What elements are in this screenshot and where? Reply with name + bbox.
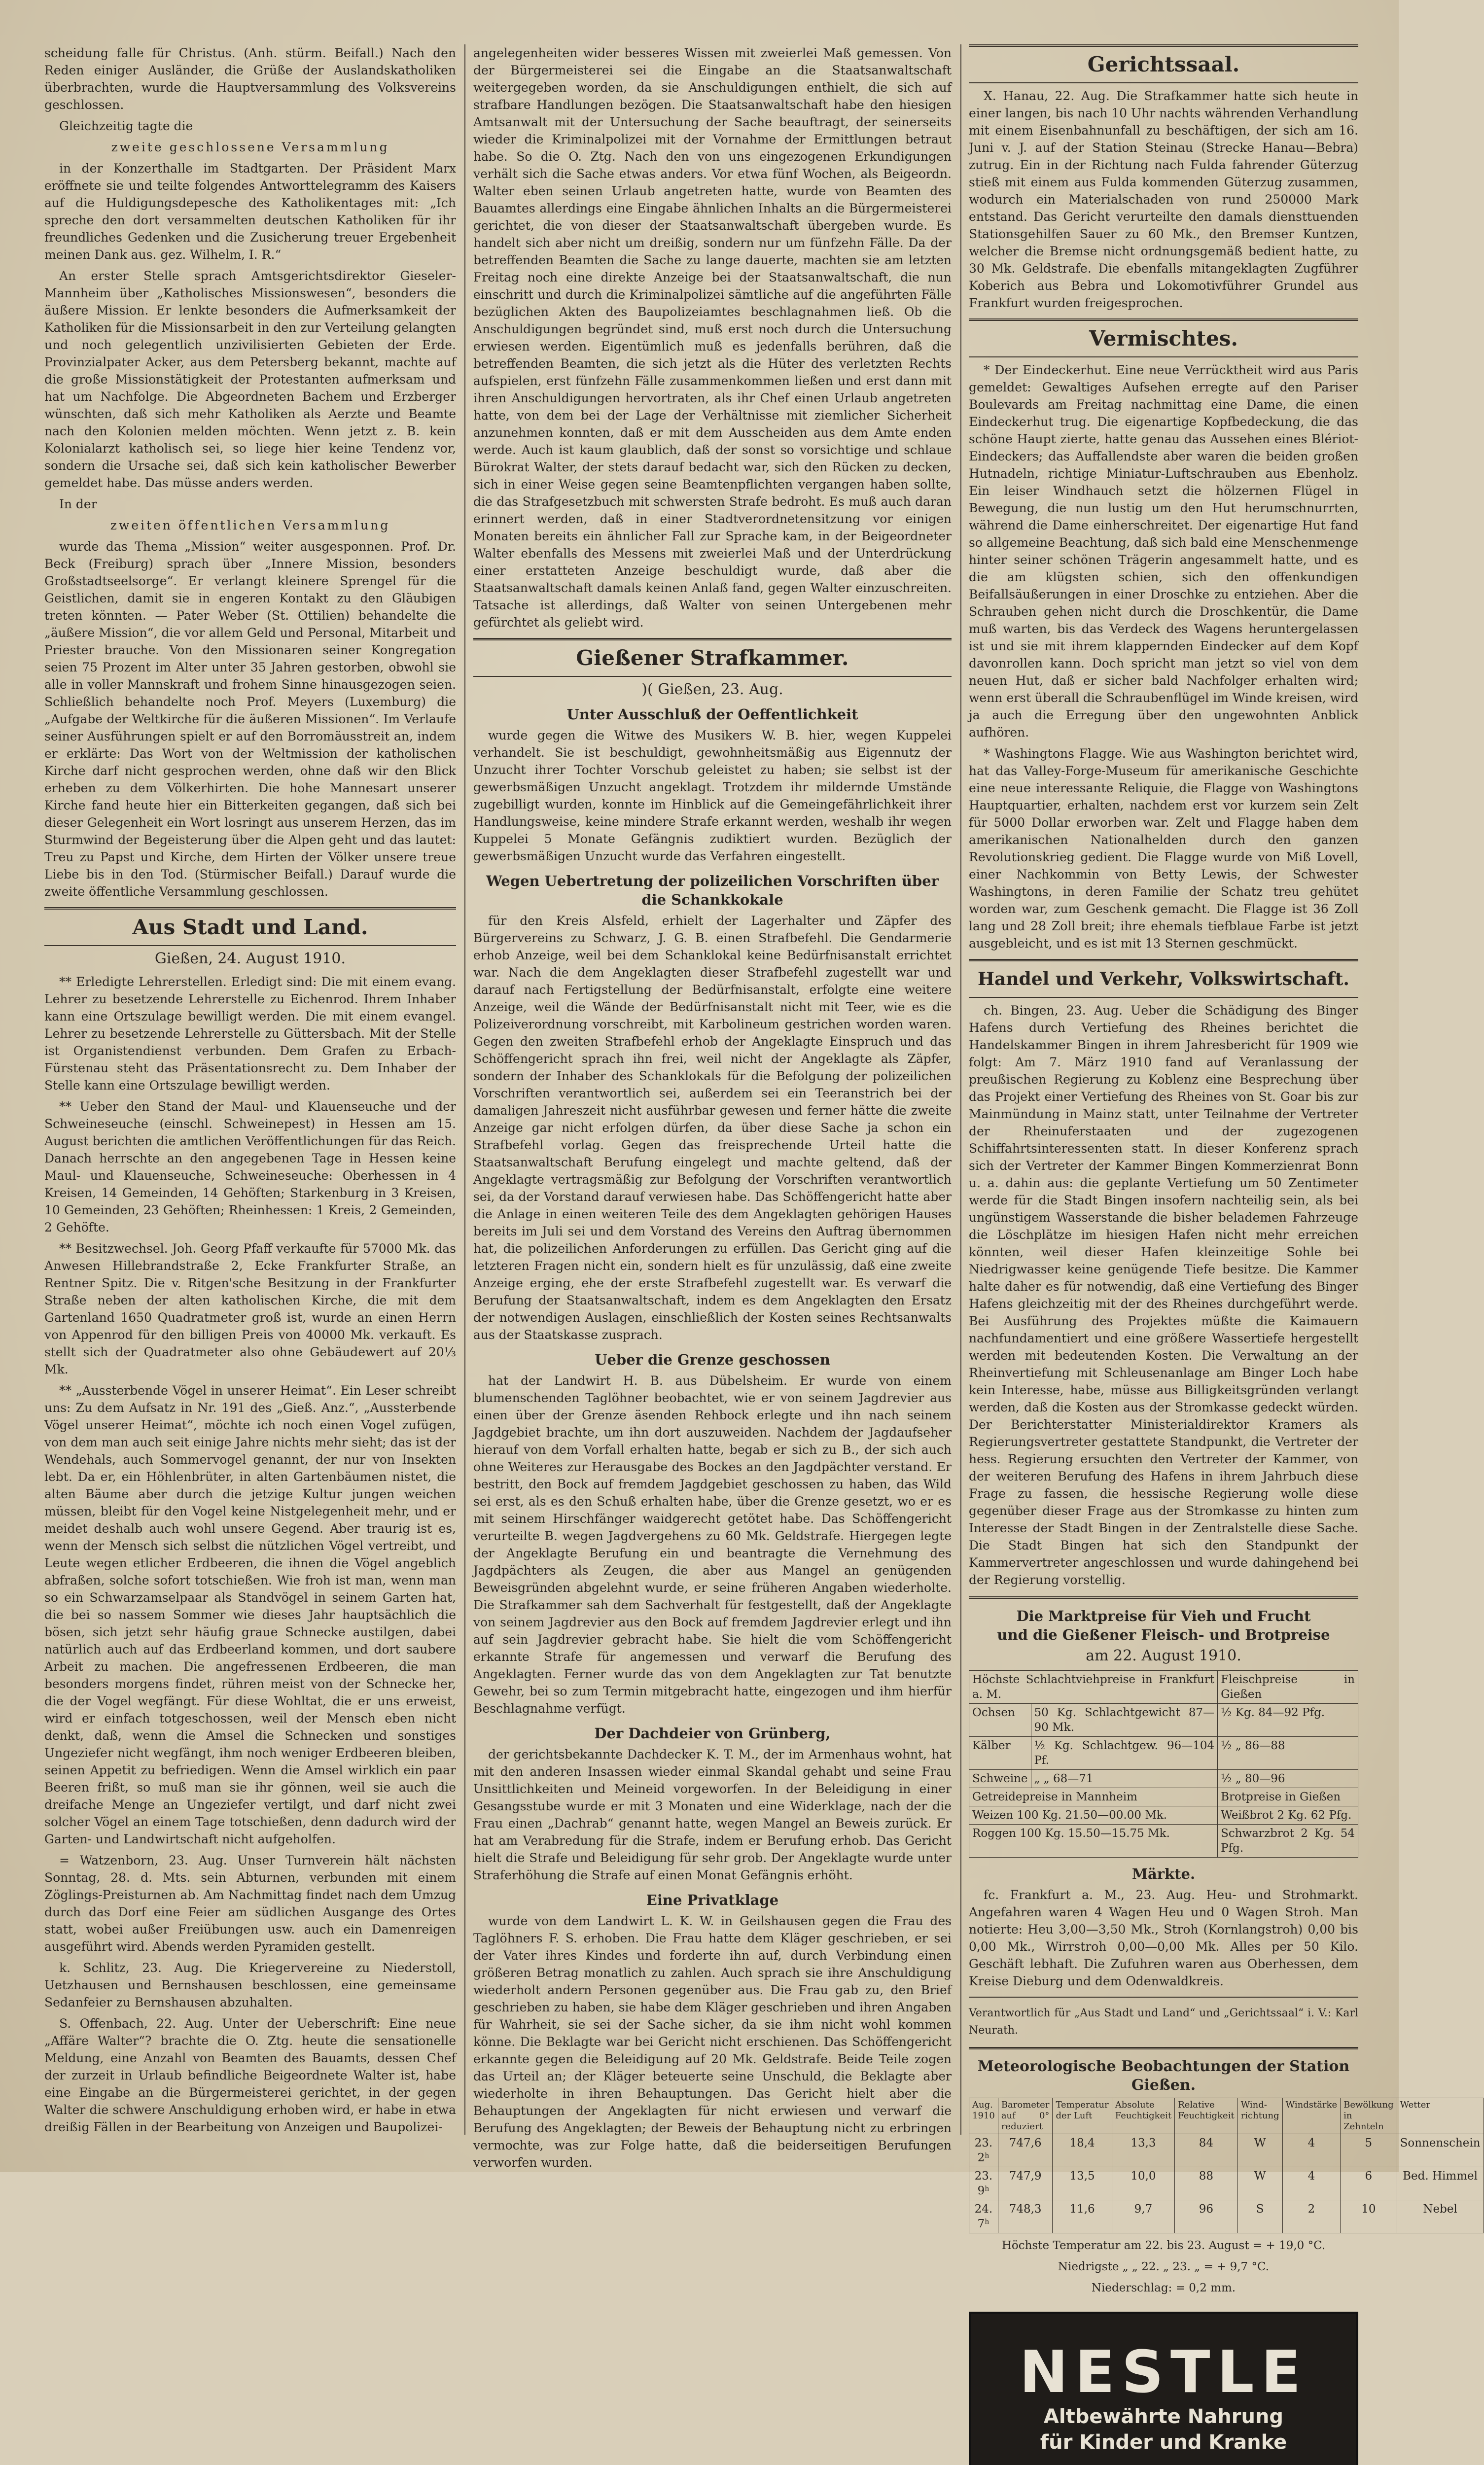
article-paragraph: S. Offenbach, 22. Aug. Unter der Ueberschrift: Eine neue „Affäre Walter“? brachte die O. Ztg. heute die sensationelle Meldung, eine Anzahl von Beamten des Bauamts, dessen Chef der zurzeit in Urlaub befindliche Beigeordnete Walter ist, habe eine Eingabe an die Bürgermeisterei gerichtet, in der gegen Walter die schwere Anschuldigung erhoben wird, er habe in etwa dreißig Fällen in der Bearbeitung von Anzeigen und Baupolizei-	[44, 2016, 456, 2134]
table-cell: Nebel	[1397, 2200, 1484, 2233]
column-divider	[960, 44, 961, 2135]
market-date: am 22. August 1910.	[1086, 1647, 1241, 1664]
table-header: Bewölkung in Zehnteln	[1341, 2098, 1397, 2134]
table-cell: 13,5	[1053, 2167, 1112, 2200]
article-paragraph: in der Konzerthalle im Stadtgarten. Der Präsident Marx eröffnete sie und teilte folgendes Antworttelegramm des Kaisers auf die Huldigungsdepesche des Katholikentages mit: „Ich spreche den dort versammelten deutschen Katholiken für ihr freundliches Gedenken und die Zusicherung treuer Ergebenheit meinen Dank aus. gez. Wilhelm, I. R.“	[44, 161, 456, 262]
ad-brand: NESTLE	[1019, 2338, 1308, 2406]
table-row	[969, 2134, 1484, 2167]
table-cell: 4	[1282, 2134, 1340, 2167]
section-title: Gerichtssaal.	[969, 44, 1358, 83]
market-title: Die Marktpreise für Vieh und Frucht	[1016, 1608, 1311, 1624]
table-cell: W	[1237, 2167, 1282, 2200]
divider	[969, 2047, 1358, 2049]
table-cell: Weißbrot 2 Kg. 62 Pfg.	[1218, 1806, 1358, 1825]
meteo-table	[969, 2098, 1484, 2233]
article-paragraph: * Der Eindeckerhut. Eine neue Verrücktheit wird aus Paris gemeldet: Gewaltiges Aufsehen erregte auf den Pariser Boulevards am Freitag nachmittag eine Dame, die einen Eindeckerhut trug. Die eigenartige Kopfbedeckung, die das schöne Haupt zierte, hatte genau das Aussehen eines Blériot-Eindeckers; das Auffallendste aber waren die beiden großen Hutnadeln, richtige Miniatur-Luftschrauben aus Ebenholz. Ein leiser Windhauch setzt die hölzernen Flügel in Bewegung, die nun lustig um den Hut herumschnurrten, während die Dame einherschreitet. Der eigenartige Hut fand so allgemeine Beachtung, daß sich bald eine Menschenmenge hinter seiner schönen Trägerin angesammelt hatte, und es die am klügsten schien, sich den offenkundigen Beifallsäußerungen in einer Droschke zu entziehen. Aber die Schrauben gehen nicht durch die Droschkentür, die Dame muß warten, bis das Verdeck des Wagens heruntergelassen ist und sie mit ihrem klappernden Eindecker auf dem Kopf davonrollen kann. Doch spricht man jetzt so viel von dem neuen Hut, daß er sicher bald Nachfolger erhalten wird; wenn erst überall die Schraubenflügel im Winde kreisen, wird ja auch die Erregung über den ungewohnten Anblick aufhören.	[969, 363, 1358, 740]
table-row	[969, 2200, 1484, 2233]
article-paragraph: ** Besitzwechsel. Joh. Georg Pfaff verkaufte für 57000 Mk. das Anwesen Hillebrandstraße 2, Ecke Frankfurter Straße, an Rentner Spitz. Die v. Ritgen'sche Besitzung in der Frankfurter Straße neben der alten katholischen Kirche, die mit dem Gartenland 1650 Quadratmeter groß ist, wurde an einen Herrn von Appenrod für den billigen Preis von 40000 Mk. verkauft. Es stellt sich der Quadratmeter also ohne Gebäudewert auf 20⅓ Mk.	[44, 1241, 456, 1376]
article-paragraph: Gleichzeitig tagte die	[59, 119, 193, 133]
table-header-row	[969, 2098, 1484, 2134]
article-subheading: Wegen Uebertretung der polizeilichen Vorschriften über die Schankkokale	[486, 873, 939, 908]
table-cell: 11,6	[1053, 2200, 1112, 2233]
table-cell: 10	[1341, 2200, 1397, 2233]
table-header: Fleischpreise in Gießen	[1218, 1671, 1358, 1704]
table-cell: 23. 9ʰ	[969, 2167, 998, 2200]
table-cell: 2	[1282, 2200, 1340, 2233]
table-cell: 6	[1341, 2167, 1397, 2200]
article-paragraph: In der	[59, 497, 97, 511]
article-paragraph: hat der Landwirt H. B. aus Dübelsheim. Er wurde von einem blumenschenden Taglöhner beobachtet, wie er von seinem Jagdrevier aus einen über der Grenze äsenden Rehbock erlegte und ihn nach seinem Jagdgebiet brachte, um ihn dort auszuweiden. Nachdem der Jagdaufseher hierauf von dem Vorfall erhalten hatte, begab er sich zu B., der sich auch ohne Weiteres zur Herausgabe des Bockes an den Jagdpächter verstand. Er bestritt, den Bock auf fremdem Jagdgebiet geschossen zu haben, das Wild sei erst, als es den Schuß erhalten habe, über die Grenze gesetzt, wo er es mit seinem Hirschfänger waidgerecht getötet habe. Das Schöffengericht verurteilte B. wegen Jagdvergehens zu 60 Mk. Geldstrafe. Hiergegen legte der Angeklagte Berufung ein und beantragte die Vernehmung des Jagdpächters als Zeugen, die aber aus Mangel an genügenden Beweisgründen abgelehnt wurde, er seine früheren Angaben wiederholte. Die Strafkammer sah dem Sachverhalt für festgestellt, daß der Angeklagte von seinem Jagdrevier aus den Bock auf fremdem Jagdrevier erlegt und ihn auf sein Jagdrevier gebracht habe. Sie hielt die vom Schöffengericht erkannte Strafe für angemessen und verwarf die Berufung des Angeklagten. Ferner wurde das von dem Angeklagten zur Tat benutzte Gewehr, bei so zum Termin mitgebracht hatte, eingezogen und ihm hierfür Beschlagnahme verfügt.	[473, 1373, 952, 1716]
section-title: Vermischtes.	[969, 318, 1358, 357]
table-cell: ½ Kg. 84—92 Pfg.	[1218, 1704, 1358, 1737]
market-title: und die Gießener Fleisch- und Brotpreise	[997, 1626, 1330, 1643]
table-cell: Ochsen	[969, 1704, 1031, 1737]
dateline: )( Gießen, 23. Aug.	[641, 681, 783, 698]
table-cell: ½ Kg. Schlachtgew. 96—104 Pf.	[1031, 1737, 1218, 1770]
table-header: Getreidepreise in Mannheim	[969, 1788, 1218, 1806]
article-paragraph: scheidung falle für Christus. (Anh. stürm. Beifall.) Nach den Reden einiger Ausländer, die Grüße der Auslandskatholiken überbrachten, wurde die Hauptversammlung des Volksvereins geschlossen.	[44, 46, 456, 112]
table-header: Wetter	[1397, 2098, 1484, 2134]
article-paragraph: wurde von dem Landwirt L. K. W. in Geilshausen gegen die Frau des Taglöhners F. S. erhoben. Die Frau hatte dem Kläger geschrieben, er sei der Vater ihres Kindes und forderte ihn auf, durch Verbindung einen größeren Betrag monatlich zu zahlen. Auch sprach sie ihre Anschuldigung wiederholt andern Personen gegenüber aus. Die Frau gab zu, den Brief geschrieben zu haben, sie habe dem Kläger geschrieben und ihren Angaben für Wahrheit, sie sei der Sache sicher, da sie ihm nicht wohl kommen könne. Die Beklagte war bei Gericht nicht erschienen. Das Schöffengericht erkannte gegen die Beleidigung auf 20 Mk. Geldstrafe. Beide Teile zogen das Urteil an; der Kläger beteuerte seine Unschuld, die Beklagte aber wiederholte in ihren Behauptungen. Das Gericht hielt aber die Behauptungen der Angeklagten für nicht erwiesen und verwarf die Berufung des Angeklagten; der Beweis der Behauptung nicht zu erbringen vermochte, was zur Folge hatte, daß die beiderseitigen Berufungen verworfen wurden.	[473, 1914, 952, 2170]
table-cell: 4	[1282, 2167, 1340, 2200]
section-title: Aus Stadt und Land.	[44, 907, 456, 946]
table-cell: 10,0	[1112, 2167, 1174, 2200]
table-cell: Sonnenschein	[1397, 2134, 1484, 2167]
article-paragraph: An erster Stelle sprach Amtsgerichtsdirektor Gieseler-Mannheim über „Katholisches Missionswesen“, besonders die äußere Mission. Er lenkte besonders die Aufmerksamkeit der Katholiken für die Missionsarbeit in den zur Verteilung gelangten und noch gelegentlich unzivilisierten Gebieten der Erde. Provinzialpater Acker, aus dem Petersberg bekannt, machte auf die große Missionstätigkeit der Protestanten aufmerksam und hat um Nachfolge. Die Abgeordneten Bachem und Erzberger wünschten, daß sich mehr Katholiken als Aerzte und Beamte nach den Kolonien melden möchten. Wenn jetzt z. B. kein Kolonialarzt katholisch sei, so liege hier keine Tendenz vor, sondern die Ursache sei, daß sich kein katholischer Bewerber gemeldet habe. Das müsse anders werden.	[44, 269, 456, 490]
meteo-title: Meteorologische Beobachtungen der Station Gießen.	[977, 2058, 1350, 2094]
article-paragraph: = Watzenborn, 23. Aug. Unser Turnverein hält nächsten Sonntag, 28. d. Mts. sein Abturnen, verbunden mit einem Zöglings-Preisturnen ab. Am Nachmittag findet nach dem Umzug durch das Dorf eine Feier am südlichen Ausgange des Ortes statt, wobei außer Freiübungen usw. auch ein Damenreigen ausgeführt wird. Abends werden Pyramiden gestellt.	[44, 1853, 456, 1954]
article-subheading: Ueber die Grenze geschossen	[595, 1351, 830, 1368]
divider	[969, 1596, 1358, 1599]
section-title: Gießener Strafkammer.	[473, 638, 952, 677]
article-paragraph: * Washingtons Flagge. Wie aus Washington berichtet wird, hat das Valley-Forge-Museum für amerikanische Geschichte eine neue interessante Reliquie, die Flagge von Washingtons Hauptquartier, erhalten, nachdem erst vor kurzem sein Zelt für 5000 Dollar erworben war. Zelt und Flagge haben dem amerikanischen Nationalhelden durch den ganzen Revolutionskrieg gedient. Die Flagge wurde von Miß Lovell, einer Nachkommin von Betty Lewis, der Schwester Washingtons, in deren Familie der Schatz treu gehütet worden war, zum Geschenk gemacht. Die Flagge ist 36 Zoll lang und 28 Zoll breit; ihre ehemals tiefblaue Farbe ist jetzt ausgebleicht, und es ist mit 13 Sternen geschmückt.	[969, 746, 1358, 951]
section-subtitle: Märkte.	[1131, 1866, 1196, 1882]
article-subheading: Der Dachdeier von Grünberg,	[594, 1725, 831, 1742]
article-paragraph: wurde das Thema „Mission“ weiter ausgesponnen. Prof. Dr. Beck (Freiburg) sprach über „Innere Mission, besonders Großstadtseelsorge“. Er verlangt kleinere Sprengel für die Geistlichen, damit sie in engeren Kontakt zu den Gläubigen treten könnten. — Pater Weber (St. Ottilien) behandelte die „äußere Mission“, die vor allem Geld und Personal, Mitarbeit und Priester brauche. Von den Missionaren seiner Kongregation seien 75 Prozent im Alter unter 35 Jahren gestorben, obwohl sie alle in voller Mannskraft und frohem Sinne hinausgezogen seien. Schließlich behandelte noch Prof. Meyers (Luxemburg) die „Aufgabe der Weltkirche für die äußeren Missionen“. Im Verlaufe seiner Ausführungen spielt er auf den Borromäusstreit an, indem er erklärte: Das Wort von der Weltmission der katholischen Kirche darf nicht gesprochen werden, ohne daß wir den Blick erheben zu dem Völkerhirten. Die hohe Mannesart unserer Kirche fand heute hier ein Bitterkeiten gegangen, daß sich bei dieser Gelegenheit ein Wort losringt aus unserem Herzen, das im Sturmwind der Begeisterung über die Alpen geht und das lautet: Treu zu Papst und Kirche, dem Hirten der Völker unsere treue Liebe bis in den Tod. (Stürmischer Beifall.) Darauf wurde die zweite öffentliche Versammlung geschlossen.	[44, 539, 456, 899]
right-column	[969, 44, 1481, 2465]
table-cell: 24. 7ʰ	[969, 2200, 998, 2233]
article-paragraph: k. Schlitz, 23. Aug. Die Kriegervereine zu Niederstoll, Uetzhausen und Bernshausen beschlossen, eine gemeinsame Sedanfeier zu Bernshausen abzuhalten.	[44, 1961, 456, 2009]
table-header: Brotpreise in Gießen	[1218, 1788, 1358, 1806]
table-cell: 747,6	[998, 2134, 1053, 2167]
table-cell: 18,4	[1053, 2134, 1112, 2167]
article-subheading: Eine Privatklage	[646, 1892, 779, 1908]
table-header: Aug. 1910	[969, 2098, 998, 2134]
article-subheading: zweiten öffentlichen Versammlung	[110, 518, 390, 532]
table-cell: 5	[1341, 2134, 1397, 2167]
table-cell: Kälber	[969, 1737, 1031, 1770]
article-paragraph: fc. Frankfurt a. M., 23. Aug. Heu- und Strohmarkt. Angefahren waren 4 Wagen Heu und 0 Wagen Stroh. Man notierte: Heu 3,00—3,50 Mk., Stroh (Kornlangstroh) 0,00 bis 0,00 Mk., Wirrstroh 0,00—0,00 Mk. Alles per 50 Kilo. Geschäft lebhaft. Die Zufuhren waren aus Oberhessen, dem Kreise Dieburg und dem Odenwaldkreis.	[969, 1888, 1358, 1988]
table-cell: Bed. Himmel	[1397, 2167, 1484, 2200]
table-cell: 84	[1175, 2134, 1237, 2167]
article-paragraph: für den Kreis Alsfeld, erhielt der Lagerhalter und Zäpfer des Bürgervereins zu Schwarz, J. G. B. einen Strafbefehl. Die Gendarmerie erhob Anzeige, weil bei dem Schanklokal keine Bedürfnisanstalt errichtet war. Nach die dem Angeklagten dieser Strafbefehl zugestellt war und darauf nach Fertigstellung der Bedürfnisanstalt, erfolgte eine weitere Anzeige, weil die Wände der Bedürfnisanstalt nicht mit Teer, wie es die Polizeiverordnung vorschreibt, mit Karbolineum gestrichen worden waren. Gegen den zweiten Strafbefehl erhob der Angeklagte Einspruch und das Schöffengericht sprach ihn frei, weil nicht der Angeklagte als Zäpfer, sondern der Inhaber des Schanklokals für die Befolgung der polizeilichen Vorschriften verantwortlich sei, außerdem sei ein Teeranstrich bei der damaligen Jahreszeit nicht ausführbar gewesen und ferner hätte die zweite Anzeige gar nicht erfolgen dürfen, da über diese Sache ja schon ein Strafbefehl vorlag. Gegen das freisprechende Urteil hatte die Staatsanwaltschaft Berufung eingelegt und machte geltend, daß der Angeklagte vertragsmäßig zur Befolgung der Vorschriften verantwortlich sei, da der Vorstand darauf verwiesen habe. Das Schöffengericht hatte aber die Anlage in einen weiteren Teile des dem Angeklagten gehörigen Hauses bereits im Juli sei und dem Vorstand des Vereins den Auftrag übernommen hat, die polizeilichen Anforderungen zu erfüllen. Das Gericht ging auf die letzteren Fragen nicht ein, sondern hielt es für unzulässig, daß eine zweite Anzeige erging, ehe der erste Strafbefehl zugestellt war. Es verwarf die Berufung der Staatsanwaltschaft, indem es dem Angeklagten den Ersatz der notwendigen Auslagen, einschließlich der Kosten seines Rechtsanwalts aus der Staatskasse zusprach.	[473, 914, 952, 1342]
meteo-note: Niederschlag: = 0,2 mm.	[1091, 2282, 1236, 2294]
table-cell: W	[1237, 2134, 1282, 2167]
table-cell: Weizen 100 Kg. 21.50—00.00 Mk.	[969, 1806, 1218, 1825]
dateline: Gießen, 24. August 1910.	[154, 950, 346, 967]
table-cell: 23. 2ʰ	[969, 2134, 998, 2167]
table-header: Temperatur der Luft	[1053, 2098, 1112, 2134]
table-cell: Schwarzbrot 2 Kg. 54 Pfg.	[1218, 1825, 1358, 1858]
table-row	[969, 2167, 1484, 2200]
table-cell: S	[1237, 2200, 1282, 2233]
table-cell: ½ „ 80—96	[1218, 1770, 1358, 1788]
table-cell: 88	[1175, 2167, 1237, 2200]
table-header: Barometer auf 0° reduziert	[998, 2098, 1053, 2134]
table-cell: ½ „ 86—88	[1218, 1737, 1358, 1770]
table-cell: Roggen 100 Kg. 15.50—15.75 Mk.	[969, 1825, 1218, 1858]
ad-tagline: für Kinder und Kranke	[1040, 2431, 1287, 2454]
article-paragraph: ** Erledigte Lehrerstellen. Erledigt sind: Die mit einem evang. Lehrer zu besetzende Lehrerstelle zu Eichenrod. Ihrem Inhaber kann eine Ortszulage bewilligt werden. Die mit einem evangel. Lehrer zu besetzende Lehrerstelle zu Güttersbach. Mit der Stelle ist Organistendienst verbunden. Dem Grafen zu Erbach-Fürstenau steht das Präsentationsrecht zu. Dem Inhaber der Stelle kann eine Ortszulage bewilligt werden.	[44, 975, 456, 1092]
meteo-note: Höchste Temperatur am 22. bis 23. August = + 19,0 °C.	[1001, 2239, 1326, 2252]
table-header: Windstärke	[1282, 2098, 1340, 2134]
article-paragraph: der gerichtsbekannte Dachdecker K. T. M., der im Armenhaus wohnt, hat mit den anderen Insassen wieder einmal Skandal gehabt und seine Frau Unsittlichkeiten und Meineid vorgeworfen. In der Beleidigung in einer Gesangsstube wurde er mit 3 Monaten und eine Widerklage, nach der die Frau einen „Dachrab“ genannt hatte, wegen Mangel an Beweis zurück. Er hat am Verabredung für die Strafe, indem er Berufung erhob. Das Gericht hielt die Strafe und Beleidigung für sehr grob. Der Angeklagte wurde unter Straferhöhung die Strafe auf einen Monat Gefängnis erhöht.	[473, 1747, 952, 1882]
column-divider	[464, 44, 465, 2135]
article-subheading: zweite geschlossene Versammlung	[111, 140, 389, 154]
responsible-editor-note: Verantwortlich für „Aus Stadt und Land“ und „Gerichtssaal“ i. V.: Karl Neurath.	[969, 2007, 1358, 2037]
table-cell: 748,3	[998, 2200, 1053, 2233]
article-paragraph: wurde gegen die Witwe des Musikers W. B. hier, wegen Kuppelei verhandelt. Sie ist beschuldigt, gewohnheitsmäßig aus Eigennutz der Unzucht ihrer Tochter Vorschub geleistet zu haben; sie selbst ist der gewerbsmäßigen Unzucht angeklagt. Trotzdem ihr mildernde Umstände zugebilligt wurden, konnte im Hinblick auf die Gemeingefährlichkeit ihrer Handlungsweise, keine mindere Strafe erkannt werden, weshalb ihr wegen Kuppelei 5 Monate Gefängnis zudiktiert wurden. Bezüglich der gewerbsmäßigen Unzucht wurde das Verfahren eingestellt.	[473, 728, 952, 863]
ad-tagline: Altbewährte Nahrung	[1043, 2405, 1284, 2428]
left-column	[44, 44, 456, 2140]
table-cell: 13,3	[1112, 2134, 1174, 2167]
article-paragraph: ** Ueber den Stand der Maul- und Klauenseuche und der Schweineseuche (einschl. Schweinepest) in Hessen am 15. August berichten die amtlichen Veröffentlichungen für das Reich. Danach herrschte an den angegebenen Tage in Hessen keine Maul- und Klauenseuche, Schweineseuche: Oberhessen in 4 Kreisen, 14 Gemeinden, 14 Gehöften; Starkenburg in 3 Kreisen, 10 Gemeinden, 23 Gehöften; Rheinhessen: 1 Kreis, 2 Gemeinden, 2 Gehöfte.	[44, 1099, 456, 1234]
market-prices-table	[969, 1670, 1358, 1858]
article-subheading: Unter Ausschluß der Oeffentlichkeit	[566, 706, 858, 723]
middle-column	[473, 44, 952, 2175]
meteo-note: Niedrigste „ „ 22. „ 23. „ = + 9,7 °C.	[1058, 2260, 1270, 2273]
table-header: Relative Feuchtigkeit	[1175, 2098, 1237, 2134]
table-cell: 9,7	[1112, 2200, 1174, 2233]
section-title: Handel und Verkehr, Volkswirtschaft.	[969, 959, 1358, 998]
article-paragraph: ** „Aussterbende Vögel in unserer Heimat“. Ein Leser schreibt uns: Zu dem Aufsatz in Nr. 191 des „Gieß. Anz.“, „Aussterbende Vögel unserer Heimat“, möchte ich noch einen Vogel zufügen, von dem man auch seit einige Jahre nichts mehr sieht; das ist der Wendehals, auch Sommervogel genannt, der nur von Insekten lebt. Da er, ein Höhlenbrüter, in alten Gartenbäumen nistet, die alten Bäume aber durch die jetzige Kultur jungen weichen müssen, bleibt für den Vogel keine Nistgelegenheit mehr, und er meidet deshalb auch wohl unsere Gegend. Aber traurig ist es, wenn der Mensch sich selbst die nützlichen Vögel vertreibt, und Leute wegen etlicher Erdbeeren, die ihnen die Vögel angeblich abfraßen, solche sofort totschießen. Wie froh ist man, wenn man so ein Schwarzamselpaar als Standvögel in seinem Garten hat, die bei so nassem Sommer wie dieses Jahr hauptsächlich die bösen, sich jetzt sehr häufig graue Schnecke austilgen, dabei natürlich auch auf das Erdbeerland kommen, und dort saubere Arbeit zu machen. Die angefressenen Erdbeeren, die man besonders morgens findet, rühren meist von der Schnecke her, die der Vogel wegfängt. Für diese Wohltat, die er uns erweist, wird er einfach totgeschossen, weil der Mensch eben nicht denkt, daß, wenn die Amsel die Schnecken und sonstiges Ungeziefer nicht wegfängt, ihm noch weniger Erdbeeren bleiben, seinen Appetit zu befriedigen. Wenn die Amsel wirklich ein paar Beeren frißt, so muß man sie ihr gönnen, weil sie auch die dreifache Menge an Ungeziefer vertilgt, und darf nicht zwei solcher Vögel an einem Tage totschießen, denn dadurch wird der Garten- und Landwirtschaft nicht aufgeholfen.	[44, 1383, 456, 1846]
table-header: Höchste Schlachtviehpreise in Frankfurt a. M.	[969, 1671, 1218, 1704]
table-cell: 747,9	[998, 2167, 1053, 2200]
divider	[969, 1997, 1358, 1998]
article-paragraph: X. Hanau, 22. Aug. Die Strafkammer hatte sich heute in einer langen, bis nach 10 Uhr nachts währenden Verhandlung mit einem Eisenbahnunfall zu beschäftigen, der sich am 16. Juni v. J. auf der Station Steinau (Strecke Hanau—Bebra) zutrug. Ein in der Richtung nach Fulda fahrender Güterzug stieß mit einem aus Fulda kommenden Güterzug zusammen, wodurch ein Materialschaden von rund 250000 Mark entstand. Das Gericht verurteilte den damals diensttuenden Stationsgehilfen Sauer zu 60 Mk., den Bremser Kuntzen, welcher die Bremse nicht ordnungsgemäß bedient hatte, zu 30 Mk. Geldstrafe. Die ebenfalls mitangeklagten Zugführer Koberich aus Bebra und Lokomotivführer Grundel aus Frankfurt wurden freigesprochen.	[969, 89, 1358, 310]
table-header: Absolute Feuchtigkeit	[1112, 2098, 1174, 2134]
table-cell: 50 Kg. Schlachtgewicht 87—90 Mk.	[1031, 1704, 1218, 1737]
article-paragraph: angelegenheiten wider besseres Wissen mit zweierlei Maß gemessen. Von der Bürgermeisterei sei die Eingabe an die Staatsanwaltschaft weitergegeben worden, da sie Anschuldigungen enthielt, die sich auf strafbare Handlungen bezögen. Die Staatsanwaltschaft habe den hiesigen Amtsanwalt mit der Untersuchung der Sache beauftragt, der seinerseits wieder die Kriminalpolizei mit der Vornahme der Ermittlungen betraut habe. So die O. Ztg. Nach den von uns eingezogenen Erkundigungen verhält sich die Sache etwas anders. Vor etwa fünf Wochen, als Beigeordn. Walter eben seinen Urlaub angetreten hatte, wurde von Beamten des Bauamtes allerdings eine Eingabe ähnlichen Inhalts an die Bürgermeisterei gerichtet, die von dieser der Staatsanwaltschaft übergeben wurde. Es handelt sich aber nicht um dreißig, sondern nur um fünfzehn Fälle. Da der betreffenden Beamten die Sache zu lange dauerte, machten sie am letzten Freitag noch eine direkte Anzeige bei der Staatsanwaltschaft, die nun einschritt und durch die Kriminalpolizei sämtliche auf die angeführten Fälle bezüglichen Akten des Baupolizeiamtes beschlagnahmen ließ. Ob die Anschuldigungen begründet sind, muß erst noch durch die Untersuchung erwiesen werden. Eigentümlich muß es jedenfalls berühren, daß die betreffenden Beamten, die sich jetzt als die Hüter des verletzten Rechts aufspielen, erst fünfzehn Fälle zusammenkommen ließen und erst dann mit ihren Anschuldigungen hervortraten, als ihr Chef einen Urlaub angetreten hatte, von dem bei der Lage der Verhältnisse mit ziemlicher Sicherheit anzunehmen konnten, daß er mit dem Ausscheiden aus dem Amte enden werde. Auch ist kaum glaublich, daß der sonst so vorsichtige und schlaue Bürokrat Walter, der stets darauf bedacht war, sich den Rücken zu decken, sich in einer Weise gegen seine Beamtenpflichten vergangen haben sollte, die das Strafgesetzbuch mit schwersten Strafe bedroht. Es muß auch daran erinnert werden, daß in einer Stadtverordnetensitzung vor einigen Monaten bereits ein ähnlicher Fall zur Sprache kam, in der Beigeordneter Walter ebenfalls des Messens mit zweierlei Maß und der Unterdrückung einer erstatteten Anzeige beschuldigt wurde, daß aber die Staatsanwaltschaft damals keinen Anlaß fand, gegen Walter einzuschreiten. Tatsache ist allerdings, daß Walter von seinen Untergebenen mehr gefürchtet als geliebt wird.	[473, 46, 952, 630]
article-paragraph: ch. Bingen, 23. Aug. Ueber die Schädigung des Binger Hafens durch Vertiefung des Rheines berichtet die Handelskammer Bingen in ihrem Jahresbericht für 1909 wie folgt: Am 7. März 1910 fand auf Veranlassung der preußischen Regierung zu Koblenz eine Besprechung über das Projekt einer Vertiefung des Rheines von St. Goar bis zur Mainmündung in Mainz statt, unter Teilnahme der Vertreter der Rheinuferstaaten und der zugezogenen Schiffahrtsinteressenten statt. In dieser Konferenz sprach sich der Vertreter der Kammer Bingen Kommerzienrat Bonn u. a. dahin aus: die geplante Vertiefung um 50 Zentimeter werde für die Stadt Bingen insofern nachteilig sein, als bei ungünstigem Wasserstande die bisher belademen Fahrzeuge die Löschplätze im hiesigen Hafen nicht mehr erreichen könnten, weil dieser Hafen kleinzeitige Sohle bei Niedrigwasser keine genügende Tiefe besitze. Die Kammer halte daher es für notwendig, daß eine Vertiefung des Binger Hafens gleichzeitig mit der des Rheines durchgeführt werde. Bei Ausführung des Projektes müßte die Kaimauern nachfundamentiert und eine größere Wassertiefe hergestellt werden mit bedeutenden Kosten. Die Verwaltung an der Rheinvertiefung mit Schleusenanlage am Binger Loch habe kein Interesse, habe, müsse aus Billigkeitsgründen verlangt werden, daß die Kosten aus der Stromkasse gedeckt würden. Der Berichterstatter Ministerialdirektor Kramers als Regierungsvertreter gestattete Standpunkt, die Vertreter der hess. Regierung ersuchten den Vertreter der Kammer, von der weiteren Berufung des Hafens in ihrem Jahrbuch diese Frage zu fassen, die hessische Regierung wolle diese gegenüber dieser Frage aus der Stromkasse zu hinten zum Interesse der Stadt Bingen in der Zentralstelle diese Sache. Die Stadt Bingen hat sich den Standpunkt der Kammervertreter angeschlossen und wurde dahingehend bei der Regierung vorstellig.	[969, 1003, 1358, 1587]
table-cell: „ „ 68—71	[1031, 1770, 1218, 1788]
table-cell: Schweine	[969, 1770, 1031, 1788]
nestle-advertisement	[969, 2312, 1358, 2465]
table-cell: 96	[1175, 2200, 1237, 2233]
table-header: Wind-richtung	[1237, 2098, 1282, 2134]
